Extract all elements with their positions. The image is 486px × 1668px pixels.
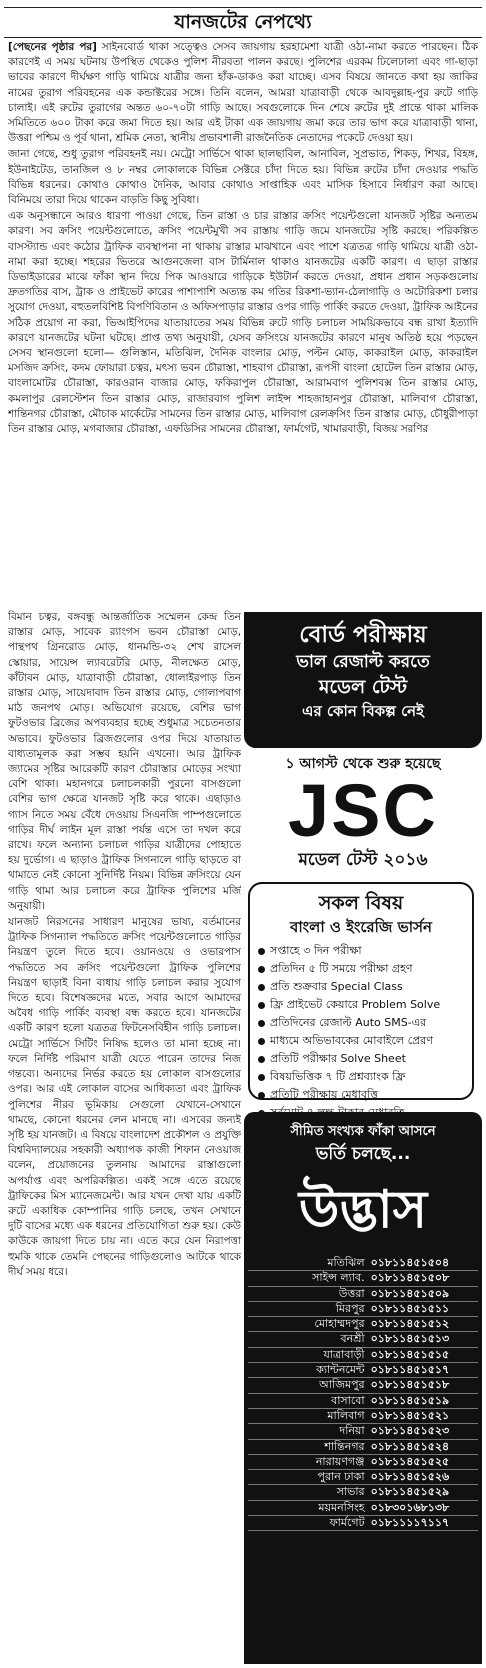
bullet-icon xyxy=(258,1074,265,1081)
branch-name: পুরান ঢাকা xyxy=(248,1470,368,1485)
bullet-icon xyxy=(258,1056,265,1063)
branch-name: দনিয়া xyxy=(248,1424,368,1439)
branch-name: ক্যান্টনমেন্ট xyxy=(248,1363,368,1378)
ad-subjects-box xyxy=(248,882,474,1119)
ad-line-good-result: ভাল রেজাল্ট করতে xyxy=(296,652,430,672)
branch-phone: ০১৮১১১১৭১১৭ xyxy=(368,1516,478,1531)
ad-line-no-alternative: এর কোন বিকল্প নেই xyxy=(302,702,424,720)
ad-exam-name: JSC xyxy=(288,769,438,852)
ad-versions: বাংলা ও ইংরেজি ভার্সন xyxy=(289,918,433,936)
branch-row xyxy=(248,1439,478,1454)
ad-feature-item xyxy=(256,978,466,996)
branch-phone: ০১৮১১৪৫১৫০৪ xyxy=(368,1256,478,1271)
ad-feature-text: প্রতিদিনের রেজাল্ট Auto SMS-এর xyxy=(270,1016,427,1029)
branch-row xyxy=(248,1485,478,1500)
ad-header-box xyxy=(244,612,482,748)
branch-name: উত্তরা xyxy=(248,1286,368,1301)
bullet-icon xyxy=(258,1002,265,1009)
ad-feature-text: ফ্রি প্রাইভেট কেয়ারে Problem Solve xyxy=(270,998,441,1011)
branch-phone: ০১৮১১৪৫১৫২৩ xyxy=(368,1424,478,1439)
article-body-narrow-column xyxy=(8,610,241,1666)
branch-row xyxy=(248,1332,478,1347)
ad-feature-item xyxy=(256,1032,466,1050)
branch-name: শান্তিনগর xyxy=(248,1439,368,1454)
branch-name: বাসাবো xyxy=(248,1393,368,1408)
headline-rule xyxy=(4,37,482,38)
bullet-icon xyxy=(258,1020,265,1027)
branch-name: মালিবাগ xyxy=(248,1408,368,1423)
ad-feature-text: প্রতিদিন ৫ টি সময়ে পরীক্ষা গ্রহণ xyxy=(270,962,413,975)
branch-name: মিরপুর xyxy=(248,1301,368,1316)
branch-name: ফার্মগেট xyxy=(248,1516,368,1531)
article-paragraph: বিমান চত্বর, বঙ্গবন্ধু আন্তর্জাতিক সম্মেলন কেন্দ্র তিন রাস্তার মোড়, সাবেক র‍্যাংগস ভবন চৌরাস্তা মোড়, পান্থপথ গ্রিনরোড মোড়, ধানমন্ডি-৩২ শেখ রাসেল স্কোয়ার, সায়েন্স ল্যাবরেটরি মোড়, নীলক্ষেত মোড়, কাঁটাবন মোড়, যাত্রাবাড়ী চৌরাস্তা, ধোলাইরপাড় তিন রাস্তার মোড়, সায়েদাবাদ তিন রাস্তার মোড়, গোলাপবাগ মাঠ জনপথ মোড়। অভিযোগ রয়েছে, বেশির ভাগ ফুটওভার ব্রিজের অপব্যবহার হচ্ছে শুধুমাত্র সচেতনতার অভাবে। ফুটওভার ব্রিজগুলোর ওপর দিয়ে যাতায়াত বাধ্যতামূলক করা সম্ভব হয়নি এখনো। আর ট্রাফিক জ্যামের সৃষ্টির আরেকটি কারণ চৌরাস্তার মোড়ের সংখ্যা বেশি থাকা। মহানগরে চলাচলকারী পুরনো বাসগুলো বেশির ভাগ ক্ষেত্রে যানজট সৃষ্টি করে থাকে। এছাড়াও গ্যাস নিতে সময় বেঁধে দেওয়ায় সিএনজি পাম্পগুলোতে গাড়ির দীর্ঘ লাইন মূল রাস্তা পর্যন্ত এসে তা দখল করে রাখে। ফলে অন্যান্য চলাচল গাড়ির যাত্রীদের পোহাতে হয় দুর্ভোগ। এ ছাড়াও ট্রাফিক সিগনালে গাড়ি ছাড়তে বা থামাতে নেই কোনো সুনির্দিষ্ট নিয়ম। বিভিন্ন ক্রসিংয়ে যেন গাড়ি থামা আর চলাচল করে ট্রাফিক পুলিশের মর্জি অনুযায়ী। xyxy=(8,611,241,912)
ad-feature-text: প্রতিটি পরীক্ষায় মেধাবৃত্তি xyxy=(270,1088,379,1101)
ad-feature-item xyxy=(256,1104,466,1122)
ad-feature-item xyxy=(256,1068,466,1086)
bullet-icon xyxy=(258,948,265,955)
branch-name: মতিঝিল xyxy=(248,1256,368,1271)
paragraph-text: সাইনবোর্ড থাকা সত্ত্বেও সেসব জায়গায় হরহামেশা যাত্রী ওঠা-নামা করতে পারছেন। ঠিক কারণেই এ সময় ঘটনায় উপস্থিত থেকেও পুলিশ নীরবতা পালন করছে। পুলিশের এরকম ঢিলেঢালা এবং গা-ছাড়া ভাবের কারণে দীর্ঘক্ষণ গাড়ি থামিয়ে যাত্রীর জন্য হাঁক-ডাকও করা যাচ্ছে। এসব বিষয়ে জানতে কথা হয় জাকির নামের তুরাগ পরিবহনের এক কন্ডাক্টরের সঙ্গে। তিনি বলেন, আমরা যাত্রাবাড়ী থেকে আবদুল্লাহ-পুর রুটে গাড়ি চালাই। এই রুটের তুরাগের অন্তত ৬০-৭০টা গাড়ি আছে। সবগুলোকে দিন শেষে রুটের দুই প্রান্তে থাকা মালিক সমিতিতে ৬০০ টাকা করে জমা দিতে হয়। আর এই টাকা এক জায়গায় জমা করে তার ভাগ করে যাত্রাবাড়ী থানা, উত্তরা পশ্চিম ও পূর্ব থানা, শ্রমিক নেতা, স্থানীয় প্রভাবশালী রাজনৈতিক নেতাদের পকেটে দেওয়া হয়। xyxy=(8,41,478,145)
branch-row xyxy=(248,1271,478,1286)
bullet-icon xyxy=(258,1092,265,1099)
branch-row xyxy=(248,1317,478,1332)
branch-name: সাভার xyxy=(248,1485,368,1500)
branch-name: যাত্রাবাড়ী xyxy=(248,1347,368,1362)
branch-row xyxy=(248,1516,478,1531)
branch-row xyxy=(248,1470,478,1485)
article-paragraph: জানা গেছে, শুধু তুরাগ পরিবহনই নয়। মেট্রো সার্ভিসে থাকা ছালছাবিল, আনাবিল, সুপ্রভাত, শিকড়, শিখর, বিহঙ্গ, ইউনাইটেড, তানজিল ও ৮ নম্বর লোকালকে বিভিন্ন সেক্টরে চাঁদা দিতে হয়। বিভিন্ন রুটের চাঁদা দেওয়ার পদ্ধতি বিভিন্ন ধরনের। কোথাও কোথাও দৈনিক, আবার কোথাও সাপ্তাহিক এবং মাসিক হিসাবে নির্ধারণ করা আছে। বিনিময়ে তারা দিয়ে থাকেন বাড়তি কিছু সুবিধা। xyxy=(8,148,478,207)
branch-row xyxy=(248,1424,478,1439)
ad-start-date: ১ আগস্ট থেকে শুরু হয়েছে xyxy=(285,756,441,772)
article-paragraph: যানজট নিরসনের সাধারণ মানুষের ভাষ্য, বর্তমানের ট্রাফিক সিগন্যাল পদ্ধতিতে ক্রসিং পয়েন্টগুলোতে গাড়ির নিয়ন্ত্রণ তুলে দিতে হবে। ওয়ানওয়ে ও ওভারপাস পদ্ধতিতে সব ক্রসিং পয়েন্টগুলো ট্রাফিক পুলিশের নিয়ন্ত্রণ ছাড়াই বিনা বাধায় গাড়ি চলাচল করার সুযোগ দিতে হবে। বিশেষজ্ঞদের মতে, সবার আগে আমাদের অবৈধ গাড়ি পার্কিং ব্যবস্থা বন্ধ করতে হবে। যানজটের একটি কারণ হলো যত্রতত্র ফিটনেসবিহীন গাড়ি চলাচল। মেট্রো সার্ভিসে সিটিং নিষিদ্ধ হলেও তা মানা হচ্ছে না। ফলে নির্দিষ্ট পরিমাণ যাত্রী যেতে পারেন তাদের নিজ গন্তব্যে। অন্যদের নির্ভর করতে হয় লোকাল বাসগুলোর ওপর। আর এই লোকাল বাসের আধিক্যতা এবং ট্রাফিক পুলিশের নীরব ভূমিকায় সেগুলো যেখানে-সেখানে থামছে, কোনো ধরনের লেন মানছে না। এসবের জন্যই সৃষ্টি হয় যানজট। এ বিষয়ে বাংলাদেশ প্রকৌশল ও প্রযুক্তি বিশ্ববিদ্যালয়ের সহকারী অধ্যাপক কাজী শিফান নেওয়াজ বলেন, প্রয়োজনের তুলনায় আমাদের রাস্তাগুলো অপর্যাপ্ত এবং অপরিকল্পিত। একই সঙ্গে এতে রয়েছে ট্রাফিকের মিস ম্যানেজমেন্ট। আর যখন দেখা যায় একটি রুটে একাধিক কোম্পানির গাড়ি চলছে, তখন সেখানে দুটি বাসের মধ্যে এক ধরনের প্রতিযোগিতা শুরু হয়। কেউ কাউকে জায়গা দিতে চায় না। এতে করে যেন নিরাপত্তা হুমকি থাকে তেমনি পেছনের গাড়িগুলোও আটকে থাকে দীর্ঘ সময় ধরে। xyxy=(8,916,241,1278)
ad-jsc-block xyxy=(244,748,482,882)
branch-row xyxy=(248,1301,478,1316)
ad-feature-item xyxy=(256,942,466,960)
branch-table xyxy=(248,1256,478,1531)
branch-name: ময়মনসিংহ xyxy=(248,1500,368,1515)
branch-phone: ০১৮১১৪৫১৫১১ xyxy=(368,1301,478,1316)
ad-feature-text: মাধ্যমে অভিভাবকের মোবাইলে প্রেরণ xyxy=(270,1034,434,1047)
branch-phone: ০১৮১১৪৫১৫২৯ xyxy=(368,1485,478,1500)
ad-feature-text: প্রতি শুক্রবার Special Class xyxy=(270,980,403,993)
branch-row xyxy=(248,1393,478,1408)
branch-phone: ০১৮১১৪৫১৫১৩ xyxy=(368,1332,478,1347)
ad-feature-item xyxy=(256,1086,466,1104)
top-rule xyxy=(4,7,482,8)
ad-admission-open: ভর্তি চলছে... xyxy=(315,1144,411,1164)
ad-limited-seats: সীমিত সংখ্যক ফাঁকা আসনে xyxy=(290,1124,436,1139)
branch-name: মোহাম্মদপুর xyxy=(248,1317,368,1332)
ad-feature-item xyxy=(256,960,466,978)
ad-feature-item xyxy=(256,1014,466,1032)
branch-row xyxy=(248,1347,478,1362)
article-headline: যানজটের নেপথ্যে xyxy=(174,11,312,33)
bullet-icon xyxy=(258,966,265,973)
article-body-full-width xyxy=(8,40,478,606)
branch-phone: ০১৮১১৪৫১৫০৯ xyxy=(368,1286,478,1301)
ad-feature-text: প্রতিটি পরীক্ষার Solve Sheet xyxy=(270,1052,406,1065)
branch-name: বনশ্রী xyxy=(248,1332,368,1347)
ad-feature-text: সপ্তাহে ৩ দিন পরীক্ষা xyxy=(270,944,362,957)
branch-name: নারায়ণগঞ্জ xyxy=(248,1454,368,1469)
ad-model-test-year: মডেল টেস্ট ২০১৬ xyxy=(298,850,428,870)
branch-phone: ০১৮১১৪৫১৫১৭ xyxy=(368,1363,478,1378)
branch-row xyxy=(248,1256,478,1271)
article-paragraph: এক অনুসন্ধানে আরও ধারণা পাওয়া গেছে, তিন রাস্তা ও চার রাস্তার ক্রসিং পয়েন্টগুলো যানজট সৃষ্টির অন্যতম কারণ। সব ক্রসিং পয়েন্টগুলোতে, ক্রসিং পয়েন্টমুখী সব রাস্তায় গাড়ি জমে যানজটের সৃষ্টি করছে। পরিকল্পিত বাসস্ট্যান্ড এবং কঠোর ট্রাফিক ব্যবস্থাপনা না থাকায় রাস্তার মাঝখানে এবং পাশে যত্রতত্র গাড়ি থামিয়ে যাত্রী ওঠা-নামা করা হচ্ছে। শহরের ভিতরে আগুনজেলা বাস টার্মিনাল থাকাও যানজটের একটি কারণ। এ ছাড়া রাস্তার ডিভাইডারের মাঝে ফাঁকা স্থান দিয়ে পিক আওয়ারে গাড়িকে ইউটার্ন করতে দেওয়া, প্রধান প্রধান সড়কগুলোয় দ্রুতগতির বাস, ট্রাক ও প্রাইভেট কারের পাশাপাশি অত্যন্ত কম গতির রিকশা-ভ্যান-ঠেলাগাড়ি ও অটোরিকশা চলার সুযোগ দেওয়া, বহুতলবিশিষ্ট বিপণিবিতান ও অফিসপাড়ার রাস্তার ওপর গাড়ি পার্কিং করতে দেওয়া, ট্রাফিক আইনের সঠিক প্রয়োগ না করা, ভিআইপিদের যাতায়াতের সময় বিভিন্ন রুটে গাড়ি চলাচল সাময়িকভাবে বন্ধ রাখা ইত্যাদি কারণে যানজটের ঘটনা ঘটছে। প্রাপ্ত তথ্য অনুযায়ী, যেসব ক্রসিংয়ে যানজটের কারণে মানুষ অতিষ্ঠ হয়ে পড়ছেন সেসব স্থানগুলো হলো— গুলিস্তান, মতিঝিল, দৈনিক বাংলার মোড়, পল্টন মোড়, কাকরাইল মোড়, কাকরাইল মসজিদ ক্রসিং, কদম ফোয়ারা চত্বর, মৎস্য ভবন চৌরাস্তা, শাহবাগ চৌরাস্তা, রূপসী বাংলা হোটেল তিন রাস্তার মোড়, বাংলামোটর চৌরাস্তা, কারওরান বাজার মোড়, ফকিরাপুল চৌরাস্তা, আরামবাগ পুলিশবক্স তিন রাস্তার মোড়, কমলাপুর রেলস্টেশন তিন রাস্তার মোড়, রাজারবাগ পুলিশ লাইন্স শাহজাহানপুর চৌরাস্তা, মালিবাগ চৌরাস্তা, শান্তিনগর চৌরাস্তা, মৌচাক মার্কেটের সামনের তিন রাস্তার মোড়, মালিবাগ রেলক্রসিং তিন রাস্তার মোড়, চৌধুরীপাড়া তিন রাস্তার মোড়, মগবাজার চৌরাস্তা, এফডিসির সামনের চৌরাস্তা, ফার্মগেট, খামারবাড়ী, বিজয় সরণির xyxy=(8,210,478,436)
branch-row xyxy=(248,1286,478,1301)
branch-phone: ০১৮১১৪৫১৫২১ xyxy=(368,1408,478,1423)
ad-line-model-test: মডেল টেস্ট xyxy=(318,676,408,698)
branch-row xyxy=(248,1378,478,1393)
branch-row xyxy=(248,1454,478,1469)
branch-name: আজিমপুর xyxy=(248,1378,368,1393)
branch-row xyxy=(248,1363,478,1378)
branch-phone: ০১৮১১৪৫১৫১৫ xyxy=(368,1347,478,1362)
bullet-icon xyxy=(258,1038,265,1045)
branch-phone: ০১৮৩০১৬৮১৩৮ xyxy=(368,1500,478,1515)
ad-feature-item xyxy=(256,996,466,1014)
branch-name: সাইন্স ল্যাব. xyxy=(248,1271,368,1286)
branch-phone: ০১৮১১৪৫১৫১৯ xyxy=(368,1393,478,1408)
branch-phone: ০১৮১১৪৫১৫১২ xyxy=(368,1317,478,1332)
branch-phone: ০১৮১১৪৫১৫২৫ xyxy=(368,1454,478,1469)
branch-phone: ০১৮১১৪৫১৫২৪ xyxy=(368,1439,478,1454)
article-paragraph xyxy=(8,40,478,146)
branch-row xyxy=(248,1500,478,1515)
ad-feature-text: সর্বমোট ৪ লক্ষ টাকার মেধাবৃত্তি xyxy=(270,1106,405,1119)
ad-line-board-exam: বোর্ড পরীক্ষায় xyxy=(299,622,427,648)
brand-logo: উদ্ভাস xyxy=(298,1180,428,1240)
advertisement xyxy=(244,612,482,1666)
ad-feature-item xyxy=(256,1050,466,1068)
bullet-icon xyxy=(258,1110,265,1117)
branch-phone: ০১৮১১৪৫১৫০৮ xyxy=(368,1271,478,1286)
ad-subjects-title: সকল বিষয় xyxy=(318,892,404,914)
branch-phone: ০১৮১১৪৫১৫২৬ xyxy=(368,1470,478,1485)
continued-tag: [পেছনের পৃষ্ঠার পর] xyxy=(8,41,97,53)
branch-phone: ০১৮১১৪৫১৫১৮ xyxy=(368,1378,478,1393)
ad-admission-box xyxy=(244,1112,482,1664)
branch-row xyxy=(248,1408,478,1423)
ad-feature-text: বিষয়ভিত্তিক ৭ টি প্রশ্নব্যাংক ফ্রি xyxy=(270,1070,406,1083)
ad-feature-list xyxy=(256,942,466,1122)
bullet-icon xyxy=(258,984,265,991)
